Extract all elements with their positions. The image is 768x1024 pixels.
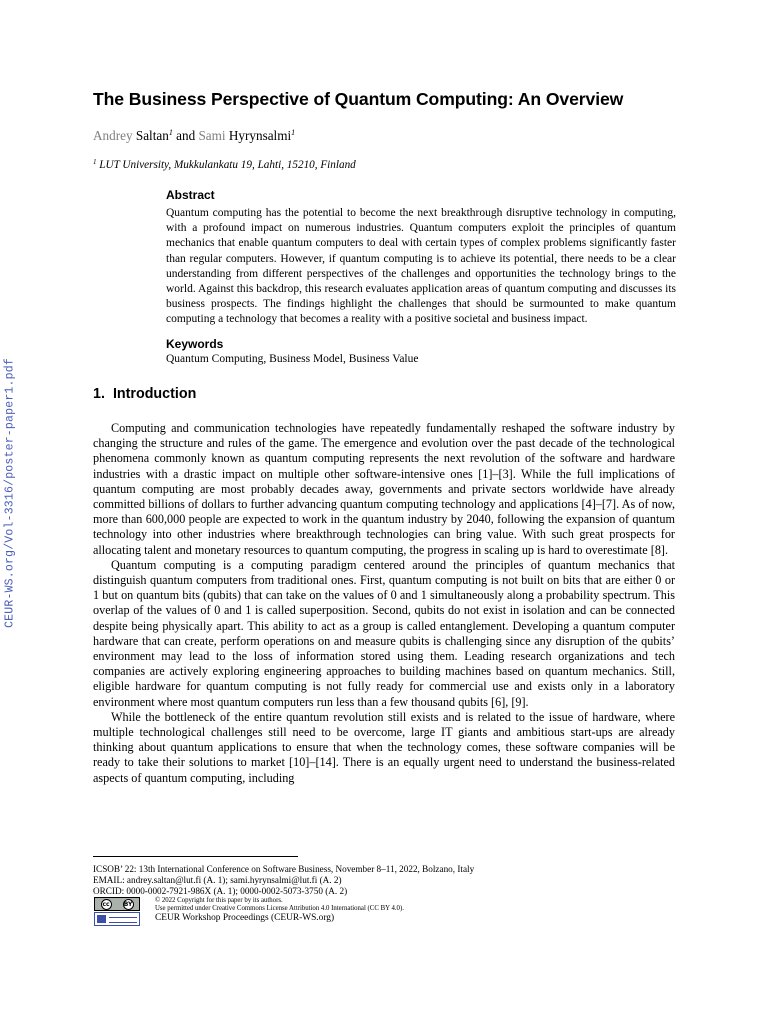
affiliation: [93, 158, 356, 171]
author-conjunction: and: [176, 128, 196, 143]
proceedings-notice: CEUR Workshop Proceedings (CEUR-WS.org): [155, 913, 335, 923]
paper-title: The Business Perspective of Quantum Computing: An Overview: [93, 89, 624, 109]
keywords-text: Quantum Computing, Business Model, Business Value: [166, 353, 419, 365]
license-notice: Use permitted under Creative Commons License Attribution 4.0 International (CC BY 4.0).: [155, 905, 404, 912]
affiliation-mark: 1: [93, 158, 97, 166]
cc-by-license-icon[interactable]: [94, 897, 140, 911]
intro-paragraph-2: Quantum computing is a computing paradigm centered around the principles of quantum mechanics that distinguish quantum computers from traditional ones. First, quantum computing is not built on bits that are either 0 or 1 but on quantum bits (qubits) that can take on the values of 0 and 1 simultaneously along a probability spectrum. This overlap of the values of 0 and 1 is called superposition. Second, qubits do not exist in isolation and can be connected despite being physically apart. This ability to act as a group is called entanglement. Developing a quantum computer hardware that can create, perform operations on and measure qubits is challenging since any disruption of the qubits’ environment may lead to the loss of information stored using them. Leading research organizations and tech companies are actively exploring engineering approaches to building machines based on quantum mechanics. Still, eligible hardware for quantum computing is not fully ready for commercial use and exists only in a laboratory environment where most quantum computers run less than a few thousand qubits [6], [9].: [93, 557, 675, 709]
author-list: [93, 128, 295, 144]
cc-symbol-icon: cc: [102, 900, 110, 908]
abstract-text: Quantum computing has the potential to become the next breakthrough disruptive technology in computing, with a profound impact on numerous industries. Quantum computers exploit the principles of quantum mechanics that enable quantum computers to deal with certain types of complex problems significantly faster than regular computers. However, if quantum computing is to achieve its potential, there needs to be a clear understanding from different perspectives of the challenges and opportunities the technology brings to the world. Against this backdrop, this research evaluates application areas of quantum computing and discusses its business prospects. The findings highlight the challenges that should be surmounted to make quantum computing a technology that becomes a reality with a positive societal and business impact.: [166, 207, 676, 326]
author-1-affiliation-mark: 1: [168, 128, 173, 137]
footnote-conference: ICSOB’ 22: 13th International Conference on Software Business, November 8–11, 2022, Bolzano, Italy: [93, 864, 475, 874]
copyright-notice: © 2022 Copyright for this paper by its authors.: [155, 897, 283, 904]
section-heading-introduction: [93, 386, 196, 402]
footnote-email: EMAIL: andrey.saltan@lut.fi (A. 1); sami.hyrynsalmi@lut.fi (A. 2): [93, 875, 342, 885]
affiliation-text: LUT University, Mukkulankatu 19, Lahti, 15210, Finland: [99, 159, 356, 171]
ceur-ws-logo-icon: [94, 912, 140, 926]
side-url-text[interactable]: CEUR-WS.org/Vol-3316/poster-paper1.pdf: [3, 358, 17, 628]
author-2-given-name: Sami: [198, 128, 226, 143]
intro-paragraph-1: Computing and communication technologies have repeatedly fundamentally reshaped the software industry by changing the structure and rules of the game. The emergence and evolution over the past decade of the technological phenomena commonly known as quantum computing represents the next revolution of the software and hardware industries with a drastic impact on multiple other software-intensive ones [1]–[3]. While the full implications of quantum computing are most probably decades away, governments and private sectors worldwide have already committed billions of dollars to further advancing quantum computing technology and applications [4]–[7]. As of now, more than 600,000 people are expected to work in the quantum industry by 2040, following the expansion of quantum technology into other industries where breakthrough technologies can bring value. With such great prospects for allocating talent and monetary resources to quantum computing, the progress in scaling up is hard to overestimate [8].: [93, 421, 675, 557]
keywords-heading: Keywords: [166, 337, 224, 351]
author-2-affiliation-mark: 1: [291, 128, 296, 137]
author-1-given-name: Andrey: [93, 128, 133, 143]
abstract-heading: Abstract: [166, 188, 215, 202]
author-1-family-name: Saltan: [135, 128, 169, 143]
section-number: 1.: [93, 386, 105, 402]
intro-paragraph-3: While the bottleneck of the entire quantum revolution still exists and is related to the issue of hardware, where multiple technological challenges still need to be overcome, large IT giants and ambitious start-ups are already thinking about quantum applications to ensure that when the technology comes, these software companies will be ready to take their solutions to market [10]–[14]. There is an equally urgent need to understand the business-related aspects of quantum computing, including: [93, 709, 675, 785]
footnote-orcid: ORCID: 0000-0002-7921-986X (A. 1); 0000-0002-5073-3750 (A. 2): [93, 886, 348, 896]
footnote-divider: [93, 856, 298, 857]
introduction-body: [93, 421, 675, 786]
by-symbol-icon: BY: [123, 900, 133, 908]
section-title: Introduction: [112, 386, 197, 402]
author-2-family-name: Hyrynsalmi: [228, 128, 292, 143]
